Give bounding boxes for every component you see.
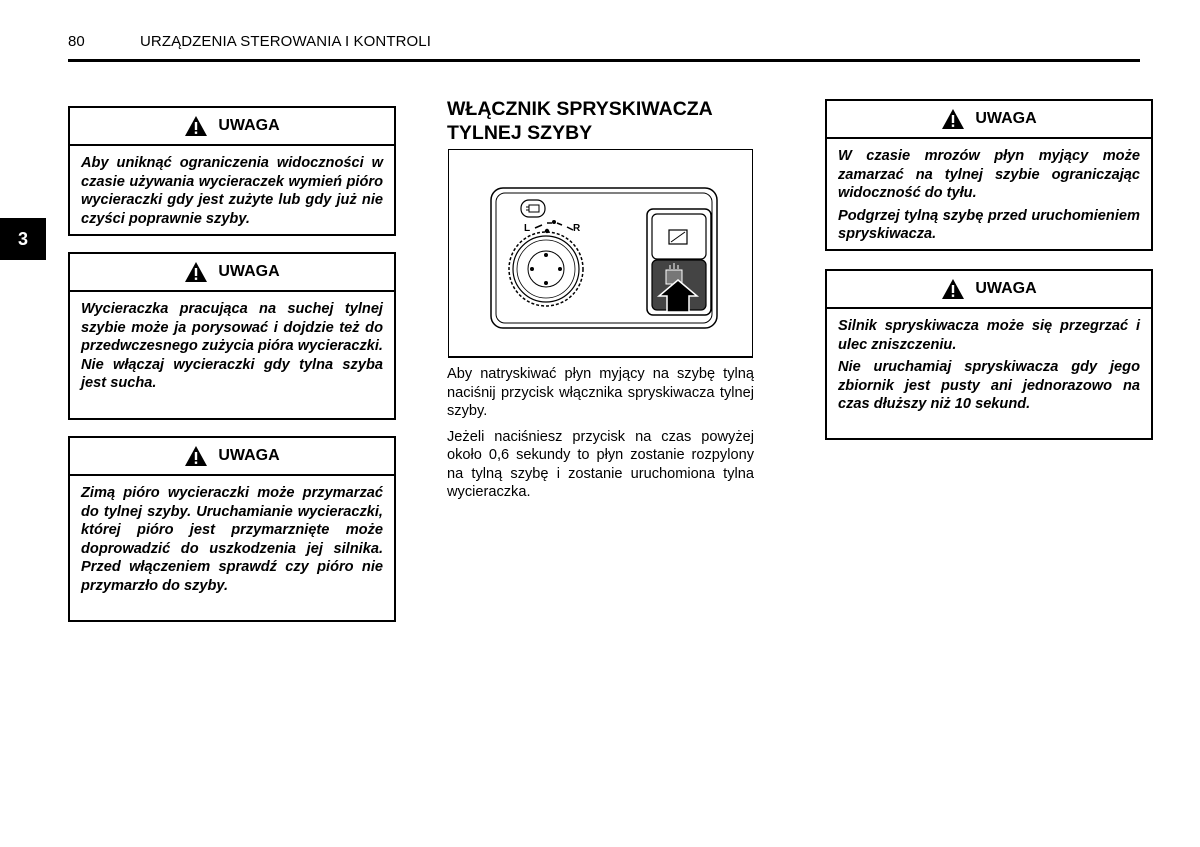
warning-header: [70, 108, 394, 146]
warning-header: [827, 101, 1151, 139]
warning-body: [70, 292, 394, 403]
warning-body: [827, 139, 1151, 254]
instruction-paragraph: Aby natryskiwać płyn myjący na szybę tylną naciśnij przycisk włącznika spryskiwacza tylnej szyby.: [447, 366, 754, 419]
section-heading: [447, 97, 713, 145]
washer-switch-figure: [448, 149, 753, 358]
warning-title: UWAGA: [218, 263, 280, 280]
warning-text: Aby uniknąć ograniczenia widoczności w czasie używania wycieraczek wymień pióro wycieraczki gdy jest zużyte lub gdy już nie czyści poprawnie szyby.: [81, 155, 383, 227]
section-title: URZĄDZENIA STEROWANIA I KONTROLI: [140, 33, 432, 50]
warning-title: UWAGA: [975, 280, 1037, 297]
warning-header: [827, 271, 1151, 309]
washer-switch-illustration: [449, 150, 752, 356]
warning-triangle-icon: [184, 261, 208, 283]
warning-box: [825, 99, 1153, 251]
warning-triangle-icon: [941, 108, 965, 130]
warning-header: [70, 438, 394, 476]
warning-text: Zimą pióro wycieraczki może przymarzać do tylnej szyby. Uruchamianie wycieraczki, której pióro jest przymarznięte może doprowadzić do uszkodzenia jej silnika. Przed włączeniem sprawdź czy pióro nie przymarzło do szyby.: [81, 485, 383, 594]
warning-title: UWAGA: [218, 117, 280, 134]
warning-body: [827, 309, 1151, 424]
warning-box: [68, 436, 396, 622]
warning-triangle-icon: [184, 445, 208, 467]
warning-box: [68, 252, 396, 420]
warning-header: [70, 254, 394, 292]
warning-title: UWAGA: [975, 110, 1037, 127]
warning-body: [70, 476, 394, 605]
instructions: [447, 365, 754, 509]
header-rule: [68, 59, 1140, 62]
warning-text: Silnik spryskiwacza może się przegrzać i ulec zniszczeniu.: [838, 318, 1140, 353]
warning-text: Nie uruchamiaj spryskiwacza gdy jego zbiornik jest pusty ani jednorazowo na czas dłuższy niż 10 sekund.: [838, 359, 1140, 412]
warning-box: [825, 269, 1153, 440]
instruction-paragraph: Jeżeli naciśniesz przycisk na czas powyżej około 0,6 sekundy to płyn zostanie rozpylony na tylną szybę i zostanie uruchomiona tylna wycieraczka.: [447, 428, 754, 500]
page-number: 80: [68, 33, 85, 50]
label-left: L: [524, 223, 531, 234]
label-right: R: [573, 223, 581, 234]
warning-title: UWAGA: [218, 447, 280, 464]
warning-text: Podgrzej tylną szybę przed uruchomieniem spryskiwacza.: [838, 207, 1140, 242]
wiper-icon: [521, 200, 545, 217]
warning-box: [68, 106, 396, 236]
warning-triangle-icon: [941, 278, 965, 300]
warning-triangle-icon: [184, 115, 208, 137]
warning-text: Wycieraczka pracująca na suchej tylnej szybie może ja porysować i dojdzie też do przedwczesnego zużycia pióra wycieraczki. Nie włączaj wycieraczki gdy tylna szyba jest sucha.: [81, 301, 383, 391]
warning-body: [70, 146, 394, 238]
section-heading-line: WŁĄCZNIK SPRYSKIWACZA: [447, 98, 713, 120]
section-heading-line: TYLNEJ SZYBY: [447, 122, 593, 144]
warning-text: W czasie mrozów płyn myjący może zamarzać na tylnej szybie ograniczając widoczność do tyłu.: [838, 148, 1140, 201]
chapter-tab: 3: [0, 218, 46, 260]
